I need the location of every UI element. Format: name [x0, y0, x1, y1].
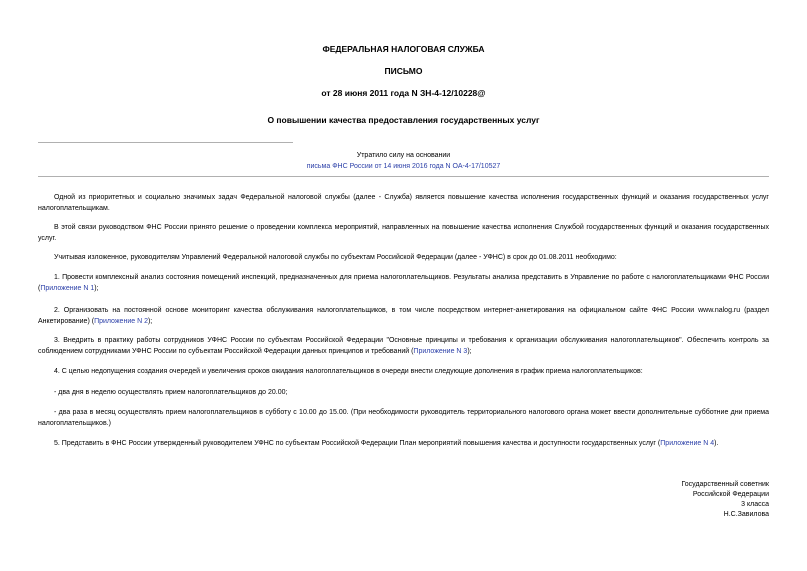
document-date-number: от 28 июня 2011 года N ЗН-4-12/10228@ — [321, 88, 486, 98]
signature-title-3: 3 класса — [741, 501, 769, 508]
status-note-text: Утратило силу на основании — [356, 152, 451, 159]
paragraph-intro: Одной из приоритетных и социально значимых задач Федеральной налоговой службы (далее - Служба) является повышение качества исполнения государственных функций и оказания государственных услуг налогоплательщикам. — [38, 194, 769, 212]
signature-block — [569, 480, 769, 520]
signature-title-2: Российской Федерации — [692, 491, 769, 498]
item-1-text: 1. Провести комплексный анализ состояния помещений инспекций, предназначенных для приема налогоплательщиков. Результаты анализа представить в Управление по работе с налогоплательщиками ФНС России ( — [38, 274, 769, 292]
item-2-text: 2. Организовать на постоянной основе мониторинг качества обслуживания налогоплательщиков, в том числе посредством интернет-анкетирования на официальном сайте ФНС России www.nalog.ru (раздел Анкетирование) ( — [38, 307, 769, 325]
status-note-link-row — [0, 163, 807, 170]
paragraph-item-4-saturday: - два раза в месяц осуществлять прием налогоплательщиков в субботу с 10.00 до 15.00. (При необходимости руководитель территориального налогового органа может ввести дополнительные субботние дни приема налогоплательщиков.) — [38, 409, 769, 427]
paragraph-item-4: 4. С целью недопущения создания очередей и увеличения сроков ожидания налогоплательщиков в очереди внести следующие дополнения в график приема налогоплательщиков: — [54, 368, 643, 375]
appendix-3-link[interactable]: Приложение N 3 — [413, 348, 468, 355]
signatory-name: Н.С.Завилова — [723, 511, 769, 518]
appendix-1-link[interactable]: Приложение N 1 — [40, 285, 95, 292]
appendix-2-link[interactable]: Приложение N 2 — [94, 318, 148, 325]
paragraph-instruction: Учитывая изложенное, руководителям Управлений Федеральной налоговой службы по субъектам Российской Федерации (далее - УФНС) в срок до 01.08.2011 необходимо: — [54, 254, 617, 261]
paragraph-item-2 — [38, 305, 769, 327]
paragraph-item-5 — [38, 438, 769, 449]
divider-full — [38, 176, 769, 177]
repeal-document-link[interactable]: письма ФНС России от 14 июня 2016 года N ОА-4-17/10527 — [306, 163, 501, 170]
appendix-4-link[interactable]: Приложение N 4 — [660, 440, 715, 447]
divider-short — [38, 142, 293, 143]
item-2-end: ); — [147, 318, 153, 325]
item-5-text: 5. Представить в ФНС России утвержденный руководителем УФНС по субъектам Российской Федерации План мероприятий повышения качества и доступности государственных услуг ( — [54, 440, 661, 447]
paragraph-item-1 — [38, 272, 769, 294]
paragraph-decision: В этой связи руководством ФНС России принято решение о проведении комплекса мероприятий, направленных на повышение качества исполнения Службой государственных функций и оказания государственных услуг. — [38, 224, 769, 242]
document-type: ПИСЬМО — [384, 66, 423, 76]
item-1-end: ); — [94, 285, 99, 292]
document-subject: О повышении качества предоставления государственных услуг — [267, 115, 540, 125]
agency-name: ФЕДЕРАЛЬНАЯ НАЛОГОВАЯ СЛУЖБА — [322, 44, 485, 54]
paragraph-item-3 — [38, 335, 769, 357]
item-5-end: ). — [714, 440, 719, 447]
signature-title-1: Государственный советник — [681, 481, 769, 488]
item-3-end: ); — [467, 348, 472, 355]
item-3-text: 3. Внедрить в практику работы сотрудников УФНС России по субъектам Российской Федерации "Основные принципы и требования к организации обслуживания налогоплательщиков". Обеспечить контроль за соблюдением сотрудниками УФНС России по субъектам Российской Федерации данных принципов и требований ( — [38, 337, 769, 355]
paragraph-item-4-weekdays: - два дня в неделю осуществлять прием налогоплательщиков до 20.00; — [54, 389, 288, 396]
